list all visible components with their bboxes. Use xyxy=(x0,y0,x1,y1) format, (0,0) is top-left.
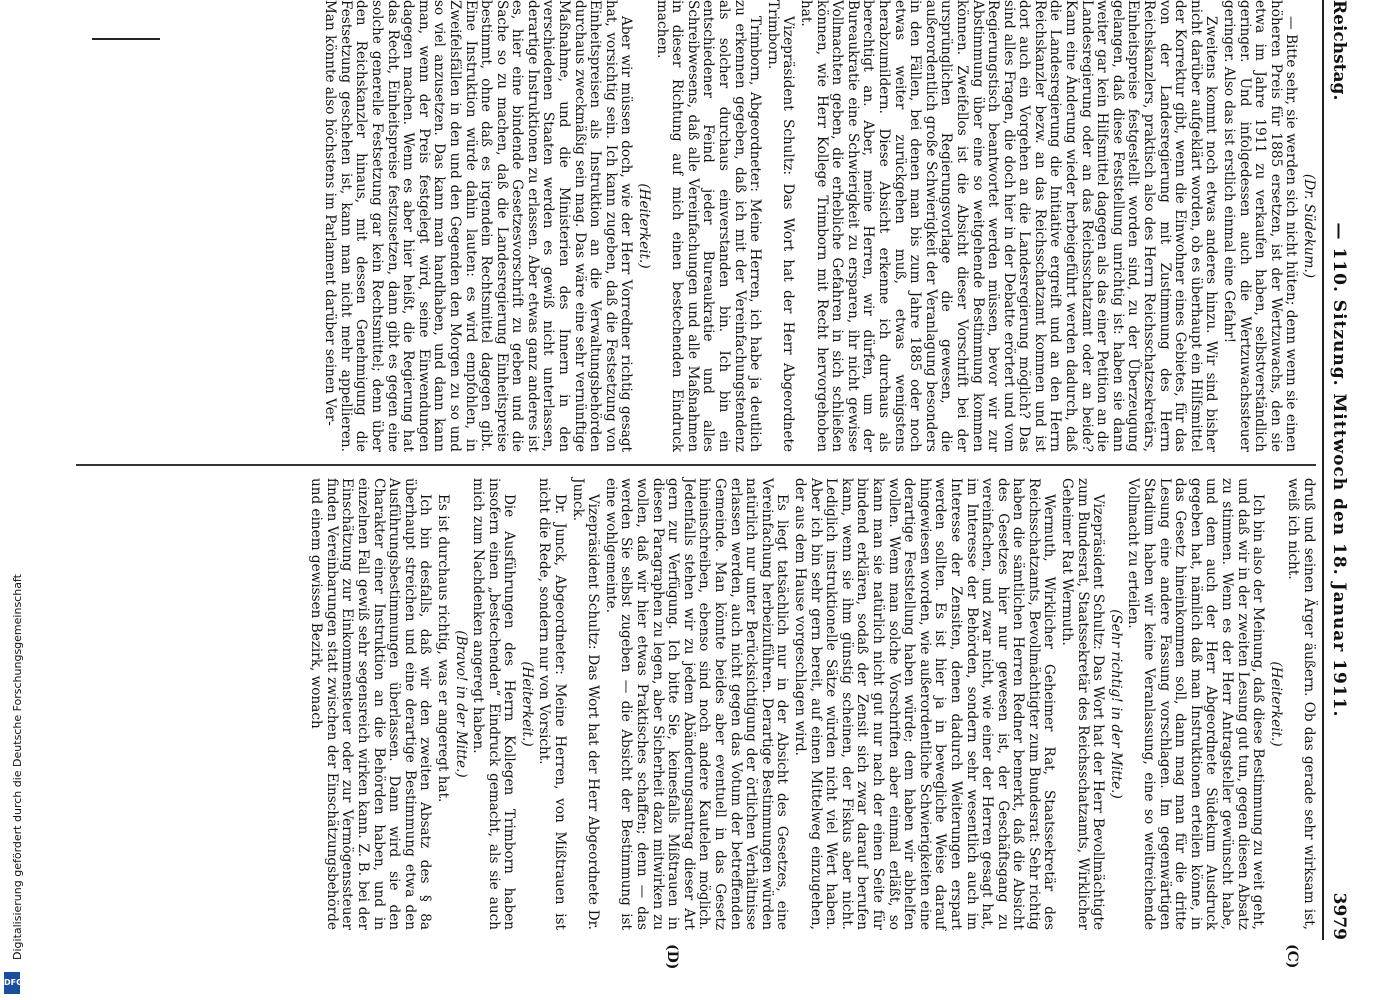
right-column xyxy=(56,478,1316,930)
vice-president-remark: Vizepräsident Schultz: Das Wort hat der Herr Bevollmächtigte zum Bundesrat, Staatssekretär des Reichsschatzamts, Wirklicher Geheimer Rat Wermuth. xyxy=(1059,478,1107,930)
interjection: (Heiterkeit.) xyxy=(636,183,653,269)
interjection: (Heiterkeit.) xyxy=(1267,661,1284,747)
interjection: (Sehr richtig! in der Mitte.) xyxy=(1107,609,1124,799)
vice-president-remark: Vizepräsident Schultz: Das Wort hat der Herr Abgeordnete Trimborn. xyxy=(764,0,797,452)
document-page xyxy=(40,0,1360,1000)
page-header xyxy=(1326,0,1352,940)
paragraph: Trimborn, Abgeordneter: Meine Herren, ich habe ja deutlich zu erkennen gegeben, daß ich mit der Vereinfachungstendenz als solcher durchaus einverstanden bin. Ich bin ein entschiedener Feind jeder Bureaukratie und alles Schreibwesens, daß alle Vereinfachungen und alle Maßnahmen in dieser Richtung auf mich einen bestechenden Eindruck machen. xyxy=(653,0,764,452)
paragraph: Ich bin also der Meinung, daß diese Bestimmung zu weit geht, und daß wir in der zweiten Lesung gut tun, gegen diesen Absatz zu stimmen. Wenn es der Herr Antragsteller gewünscht habe, und dem auch der Herr Abgeordnete Südekum Ausdruck gegeben hat, nämlich daß man Instruktionen erteilen könne, in das Gesetz hineinkommen soll, dann mag man für die dritte Lesung eine andere Fassung vorschlagen. Im gegenwärtigen Stadium haben wir keine Veranlassung, eine so weitreichende Vollmacht zu erteilen. xyxy=(1125,478,1267,930)
paragraph: Zweitens kommt noch etwas anderes hinzu. Wir sind bisher nicht darüber aufgeklärt worden, ob es überhaupt ein Hilfsmittel der Korrektur gibt, wenn die Einwohner eines Gebietes, für das von der Landesregierung mit Zustimmung des Herrn Reichskanzlers, praktisch also des Herrn Reichsschatzsekretärs, Einheitspreise festgestellt worden sind, zu der Überzeugung gelangen, daß diese Feststellung unrichtig ist: haben sie dann weiter gar kein Hilfsmittel dagegen als das einer Petition an die Landesregierung oder an das Reichsschatzamt oder an beide? Kann eine Änderung wieder herbeigeführt werden dadurch, daß die Landesregierung die Initiative ergreift und an den Herrn Reichskanzler bezw. an das Reichsschatzamt kommen und ist dort auch ein Vorgehen an die Landesregierung möglich? Das sind alles Fragen, die doch hier in der Debatte erörtert und vom Regierungstisch beantwortet werden müssen, bevor wir zur Abstimmung über eine so weitgehende Bestimmung kommen können. Zweifellos ist die Absicht dieser Vorschrift bei der ursprünglichen Regierungsvorlage die gewesen, die außerordentlich große Schwierigkeit der Veranlagung besonders in den Fällen, bei denen man bis zum Jahre 1885 oder noch etwas weiter zurückgehen muß, etwas wenigstens herabzumildern. Diese Absicht erkenne ich durchaus als berechtigt an. Aber, meine Herren, wir dürfen, um der Bureaukratie eine Schwierigkeit zu ersparen, ihr nicht gewisse Vollmachten geben, die erhebliche Gefahren in sich schließen können, wie Herr Kollege Trimborn mit Recht hervorgehoben hat. xyxy=(798,0,1220,452)
page-number: 3979 xyxy=(1329,892,1349,940)
column-divider xyxy=(76,464,1316,466)
dfg-logo: DFG xyxy=(4,972,20,994)
header-left: Reichstag. xyxy=(1329,0,1349,101)
interjection: (Bravo! in der Mitte.) xyxy=(452,630,469,778)
header-center: — 110. Sitzung. Mittwoch den 18. Januar 1911. xyxy=(1329,222,1349,718)
paragraph: Wermuth, Wirklicher Geheimer Rat, Staatssekretär des Reichsschatzamts, Bevollmächtigter zum Bundesrat: Sehr richtig haben die sämtlichen Herren Redner bemerkt, daß die Absicht des Gesetzes hier nur gewesen ist, der Geschäftsgang zu vereinfachen, und zwar nicht, wie einer der Herren gesagt hat, im Interesse der Behörden, sondern sehr wesentlich auch im Interesse der Zensiten, denen dadurch Weiterungen erspart werden sollten. Es ist hier ja in bewegliche Weise darauf hingewiesen worden, wie außerordentliche Schwierigkeiten eine derartige Feststellung haben würde; dem haben wir abhelfen wollen. Wenn man solche Vorschriften aber einmal erläßt, so kann man sie natürlich nicht gut nur nach der einen Seite für bindend erklären, sodaß der Zensit sich zwar darauf berufen kann, wenn sie ihm günstig scheinen, der Fiskus aber nicht. Lediglich instruktionelle Sätze würden nicht viel Wert haben. Aber ich bin sehr gern bereit, auf einen Mittelweg einzugehen, der aus dem Hause vorgeschlagen wird. xyxy=(792,478,1058,930)
paragraph: Aber wir müssen doch, wie der Herr Vorredner richtig gesagt hat, vorsichtig sein. Ich kann zugeben, daß die Festsetzung von Einheitspreisen als Instruktion an die Verwaltungsbehörden durchaus zweckmäßig sein mag. Das wäre eine sehr vernünftige Maßnahme, und die Ministerien des Innern in den verschiedenen Staaten werden es gewiß nicht unterlassen, derartige Instruktionen zu erlassen. Aber etwas ganz anderes ist es, hier eine bindende Gesetzesvorschrift zu geben und die Sache so zu machen, daß die Landesregierung Einheitspreise bestimmt, ohne daß es irgendein Rechtsmittel dagegen gibt. Eine Instruktion würde dahin lauten: es wird empfohlen, in Zweifelsfällen in den und den Gegenden den Morgen zu so und so viel anzusetzen. Das kann man handhaben, und dann kann man, wenn der Preis festgelegt wird, seine Einwendungen dagegen machen. Wenn es aber hier heißt, die Regierung hat das Recht, Einheitspreise festzusetzen, dann gibt es gegen eine solche generelle Festsetzung gar kein Rechtsmittel; denn über den Reichskanzler hinaus, mit dessen Genehmigung die Festsetzung geschehen ist, kann man nicht mehr appellieren. Man könnte also höchstens im Parlament darüber seinen Ver- xyxy=(322,0,635,452)
paragraph: — Bitte sehr, sie werden sich nicht hüten; denn wenn sie einen höheren Preis für 1885 ersetzen, ist der Wertzuwachs, den sie etwa im Jahre 1911 zu verkaufen haben, selbstverständlich geringer. Und infolgedessen auch die Wertzuwachssteuer geringer. Also das ist erstlich einmal eine Gefahr! xyxy=(1221,0,1300,452)
header-rule xyxy=(1322,0,1324,940)
speaker-reference: (Dr. Südekum.) xyxy=(1301,173,1317,279)
rotated-page-content xyxy=(40,0,1360,970)
interjection: (Heiterkeit.) xyxy=(518,661,535,747)
paragraph: Es ist durchaus richtig, was er angeregt hat. xyxy=(434,494,451,803)
paragraph: Die Ausführungen des Herrn Kollegen Trimborn haben insofern einen „bestechenden“ Eindruck gemacht, als sie auch mich zum Nachdenken angeregt haben. xyxy=(470,478,518,930)
margin-marker-c: (C) xyxy=(1284,944,1300,969)
margin-marker-d: (D) xyxy=(664,944,680,970)
paragraph: Es liegt tatsächlich nur in der Absicht des Gesetzes, eine Vereinfachung herbeizuführen. Derartige Bestimmungen würden natürlich nur unter Berücksichtigung der örtlichen Verhältnisse erlassen werden, auch nicht gegen das Votum der betreffenden Gemeinde. Man könnte beides aber eventuell in das Gesetz hineinschreiben, ebenso sind noch andere Kautelen möglich. Jedenfalls stehen wir zu jedem Abänderungsantrag dieser Art gern zur Verfügung. Ich bitte Sie, keinesfalls Mißtrauen in diesen Paragraphen zu legen, aber Sicherheit dazu mitwirken zu wollen, daß wir hier etwas Praktisches schaffen; denn — das werden Sie selbst zugeben — die Absicht der Bestimmung ist eine wohlgemeinte. xyxy=(602,478,791,930)
digitization-credit-strip xyxy=(4,0,26,1000)
paragraph: druß und seinen Ärger äußern. Ob das gerade sehr wirksam ist, weiß ich nicht. xyxy=(1285,478,1317,930)
vice-president-remark: Vizepräsident Schultz: Das Wort hat der Herr Abgeordnete Dr. Junck. xyxy=(569,478,602,930)
left-column xyxy=(56,0,1316,452)
paragraph: Dr. Junck, Abgeordneter: Meine Herren, von Mißtrauen ist nicht die Rede, sondern nur von Vorsicht. xyxy=(536,478,569,930)
paragraph: Ich bin desfalls, daß wir den zweiten Absatz des § 8a überhaupt streichen und eine derartige Bestimmung etwa den Ausführungsbestimmungen überlassen. Dann wird sie den Charakter einer Instruktion an die Behörden haben, und in einzelnen Fall gewiß sehr segensreich wirken kann. Z. B. bei der Einschätzung zur Einkommensteuer oder zur Vermögenssteuer finden Vereinbarungen statt zwischen der Einschätzungsbehörde und einem gewissen Bezirk, wonach xyxy=(308,478,434,930)
digitization-credit: Digitalisierung gefördert durch die Deutsche Forschungsgemeinschaft xyxy=(11,574,24,960)
